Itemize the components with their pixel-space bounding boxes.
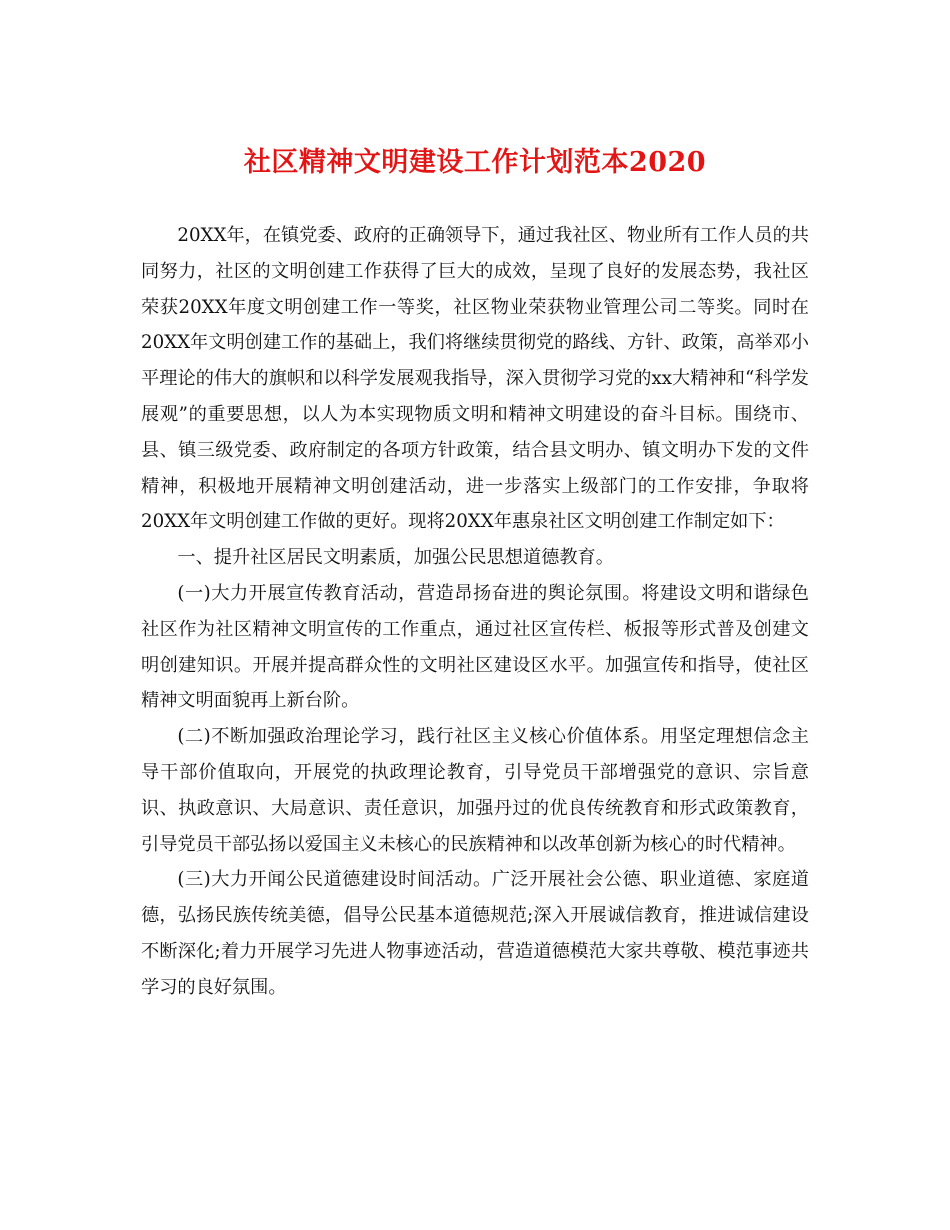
document-body xyxy=(141,218,809,1006)
paragraph-item-2: (二)不断加强政治理论学习，践行社区主义核心价值体系。用坚定理想信念主导干部价值取向，开展党的执政理论教育，引导党员干部增强党的意识、宗旨意识、执政意识、大局意识、责任意识，加强丹过的优良传统教育和形式政策教育，引导党员干部弘扬以爱国主义未核心的民族精神和以改革创新为核心的时代精神。 xyxy=(141,726,809,855)
paragraph-item-3: (三)大力开闻公民道德建设时间活动。广泛开展社会公德、职业道德、家庭道德，弘扬民族传统美德，倡导公民基本道德规范;深入开展诚信教育，推进诚信建设不断深化;着力开展学习先进人物事迹活动，营造道德模范大家共尊敬、模范事迹共学习的良好氛围。 xyxy=(141,869,809,998)
paragraph-item-1: (一)大力开展宣传教育活动，营造昂扬奋进的舆论氛围。将建设文明和谐绿色社区作为社区精神文明宣传的工作重点，通过社区宣传栏、板报等形式普及创建文明创建知识。开展并提高群众性的文明社区建设区水平。加强宣传和指导，使社区精神文明面貌再上新台阶。 xyxy=(141,582,809,712)
document-title: 社区精神文明建设工作计划范本2020 xyxy=(243,147,707,178)
section-heading-1: 一、提升社区居民文明素质，加强公民思想道德教育。 xyxy=(177,547,614,569)
paragraph-intro: 20XX年，在镇党委、政府的正确领导下，通过我社区、物业所有工作人员的共同努力，社区的文明创建工作获得了巨大的成效，呈现了良好的发展态势，我社区荣获20XX年度文明创建工作一等奖，社区物业荣获物业管理公司二等奖。同时在20XX年文明创建工作的基础上，我们将继续贯彻党的路线、方针、政策，高举邓小平理论的伟大的旗帜和以科学发展观我指导，深入贯彻学习党的xx大精神和“科学发展观”的重要思想，以人为本实现物质文明和精神文明建设的奋斗目标。围绕市、县、镇三级党委、政府制定的各项方针政策，结合县文明办、镇文明办下发的文件精神，积极地开展精神文明创建活动，进一步落实上级部门的工作安排，争取将20XX年文明创建工作做的更好。现将20XX年惠泉社区文明创建工作制定如下： xyxy=(141,225,809,533)
